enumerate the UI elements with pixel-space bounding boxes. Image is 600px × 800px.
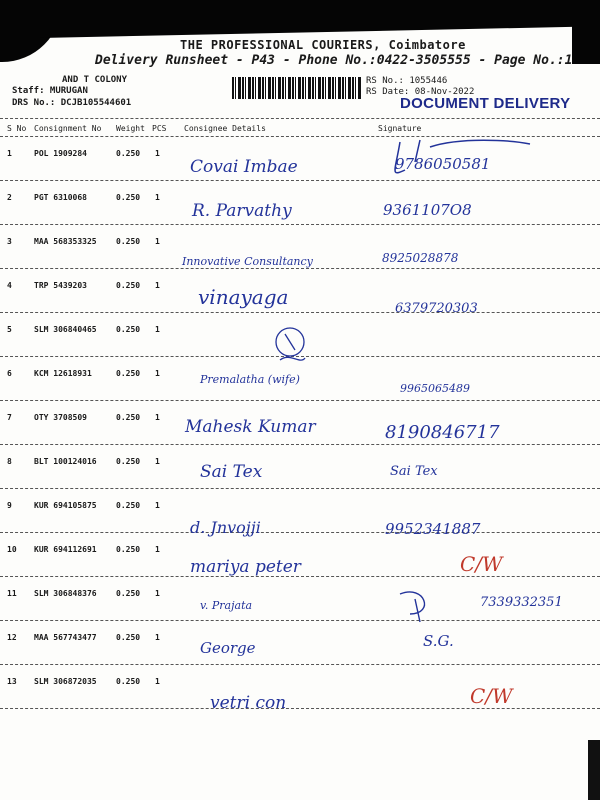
handwritten-signature: Sai Tex [390,464,438,479]
signature-scribble-row1 [380,132,580,182]
runsheet-title: Delivery Runsheet - P43 - Phone No.:0422-3505555 - Page No.:1 [95,53,573,68]
row-divider [0,488,600,489]
col-pcs: PCS [152,124,167,133]
signature-scribble-row11 [395,584,455,624]
barcode [232,77,362,99]
col-consignee: Consignee Details [184,124,266,133]
row-consignment-no: KUR 694105875 [34,501,97,510]
row-weight: 0.250 [116,413,141,422]
company-name: THE PROFESSIONAL COURIERS, Coimbatore [180,38,466,52]
col-weight: Weight [116,124,145,133]
row-pcs: 1 [155,325,160,334]
row-pcs: 1 [155,677,160,686]
row-divider [0,708,600,709]
scan-shadow-top-right [572,0,600,64]
row-sno: 2 [7,193,12,202]
row-consignment-no: OTY 3708509 [34,413,87,422]
row-divider [0,532,600,533]
divider [0,118,600,119]
row-consignment-no: POL 1909284 [34,149,87,158]
handwritten-consignee: vetri con [210,693,287,713]
row-sno: 4 [7,281,12,290]
handwritten-signature: C/W [460,552,503,576]
row-consignment-no: BLT 100124016 [34,457,97,466]
row-consignment-no: PGT 6310068 [34,193,87,202]
staff-label: Staff: MURUGAN [12,86,88,96]
row-consignment-no: TRP 5439203 [34,281,87,290]
handwritten-consignee-row9: d. Jnvojji [190,518,261,537]
row-weight: 0.250 [116,325,141,334]
handwritten-consignee: mariya peter [190,557,301,577]
handwritten-signature-row9: 9952341887 [385,520,481,538]
signature-scribble-row5 [255,320,325,370]
row-sno: 11 [7,589,17,598]
row-sno: 6 [7,369,12,378]
handwritten-signature: 9786050581 [395,155,491,173]
row-weight: 0.250 [116,589,141,598]
row-pcs: 1 [155,457,160,466]
scan-shadow-top [40,0,600,38]
rs-number: RS No.: 1055446 [366,76,448,86]
row-pcs: 1 [155,193,160,202]
handwritten-signature: 9361107O8 [383,201,472,219]
handwritten-consignee: Covai Imbae [190,157,298,177]
row-pcs: 1 [155,633,160,642]
col-sno: S No [7,124,27,133]
row-divider [0,576,600,577]
row-sno: 3 [7,237,12,246]
row-divider [0,224,600,225]
row-weight: 0.250 [116,149,141,158]
handwritten-consignee: Premalatha (wife) [200,373,300,386]
row-weight: 0.250 [116,281,141,290]
row-pcs: 1 [155,281,160,290]
row-divider [0,268,600,269]
handwritten-consignee: v. Prajata [200,599,253,612]
row-divider [0,620,600,621]
row-weight: 0.250 [116,545,141,554]
row-pcs: 1 [155,149,160,158]
row-weight: 0.250 [116,501,141,510]
row-consignment-no: MAA 568353325 [34,237,97,246]
row-divider [0,312,600,313]
row-weight: 0.250 [116,677,141,686]
col-signature: Signature [378,124,422,133]
row-pcs: 1 [155,501,160,510]
row-sno: 13 [7,677,17,686]
handwritten-consignee: Sai Tex [200,462,263,482]
row-consignment-no: SLM 306872035 [34,677,97,686]
row-divider [0,444,600,445]
row-sno: 12 [7,633,17,642]
row-weight: 0.250 [116,633,141,642]
scan-shadow-bottom-right [588,740,600,800]
area-label: AND T COLONY [62,75,128,85]
handwritten-signature: 7339332351 [480,595,563,610]
handwritten-consignee: Mahesk Kumar [185,417,316,437]
col-consignment: Consignment No [34,124,102,133]
handwritten-consignee: vinayaga [198,285,289,309]
row-consignment-no: KCM 12618931 [34,369,92,378]
row-pcs: 1 [155,413,160,422]
row-weight: 0.250 [116,457,141,466]
handwritten-signature: C/W [470,684,513,708]
row-sno: 5 [7,325,12,334]
row-pcs: 1 [155,545,160,554]
row-sno: 1 [7,149,12,158]
row-sno: 9 [7,501,12,510]
handwritten-signature: 8190846717 [385,422,500,443]
row-pcs: 1 [155,237,160,246]
row-pcs: 1 [155,589,160,598]
row-weight: 0.250 [116,369,141,378]
row-pcs: 1 [155,369,160,378]
handwritten-consignee: George [200,639,256,657]
row-weight: 0.250 [116,193,141,202]
row-divider [0,664,600,665]
row-consignment-no: MAA 567743477 [34,633,97,642]
handwritten-consignee: R. Parvathy [192,201,292,221]
row-consignment-no: SLM 306840465 [34,325,97,334]
document-delivery-stamp: DOCUMENT DELIVERY [400,95,571,112]
row-sno: 7 [7,413,12,422]
handwritten-signature: 9965065489 [400,382,470,395]
handwritten-signature: S.G. [423,632,454,650]
row-sno: 8 [7,457,12,466]
rs-date: RS Date: 08-Nov-2022 [366,87,475,97]
handwritten-consignee: Innovative Consultancy [182,255,313,268]
row-divider [0,400,600,401]
row-consignment-no: KUR 694112691 [34,545,97,554]
drs-number: DRS No.: DCJB105544601 [12,98,132,108]
handwritten-signature: 6379720303 [395,301,478,316]
row-consignment-no: SLM 306848376 [34,589,97,598]
row-sno: 10 [7,545,17,554]
handwritten-signature: 8925028878 [382,251,459,265]
row-weight: 0.250 [116,237,141,246]
